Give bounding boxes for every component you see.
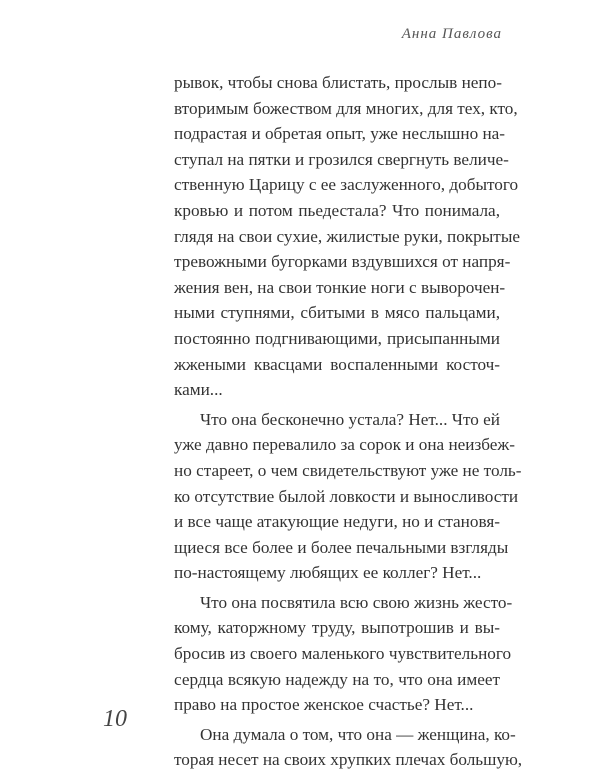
text-line: по-настоящему любящих ее коллег? Нет...: [174, 563, 482, 583]
text-line: Что она посвятила всю свою жизнь жесто-: [200, 592, 513, 612]
text-line: Что она бесконечно устала? Нет... Что ей: [200, 409, 500, 429]
text-line: жения вен, на свои тонкие ноги с выворочен-: [174, 277, 506, 297]
text-line: право на простое женское счастье? Нет...: [174, 695, 474, 715]
text-line: торая несет на своих хрупких плечах большую,: [174, 750, 523, 770]
text-line: постоянно подгнивающими, присыпанными: [174, 328, 500, 348]
text-line: ственную Царицу с ее заслуженного, добытого: [174, 175, 519, 195]
body-text: [174, 70, 523, 773]
page-number: 10: [103, 706, 127, 732]
text-line: жжеными квасцами воспаленными косточ-: [174, 354, 500, 374]
text-line: но стареет, о чем свидетельствуют уже не толь-: [174, 460, 522, 480]
text-line: ками...: [174, 380, 223, 400]
text-line: и все чаще атакующие недуги, но и становя-: [174, 512, 500, 532]
running-head-author: Анна Павлова: [401, 26, 502, 42]
text-line: рывок, чтобы снова блистать, прослыв непо-: [174, 73, 502, 92]
text-line: ными ступнями, сбитыми в мясо пальцами,: [174, 303, 500, 323]
text-line: щиеся все более и более печальными взгляды: [174, 537, 509, 557]
text-line: бросив из своего маленького чувствительного: [174, 644, 512, 664]
text-line: Она думала о том, что она — женщина, ко-: [200, 724, 516, 744]
text-line: ко отсутствие былой ловкости и выносливости: [174, 486, 519, 506]
text-line: вторимым божеством для многих, для тех, кто,: [174, 98, 518, 118]
text-line: кровью и потом пьедестала? Что понимала,: [174, 200, 500, 220]
text-line: глядя на свои сухие, жилистые руки, покрытые: [174, 226, 520, 246]
text-line: сердца всякую надежду на то, что она имеет: [174, 669, 500, 689]
text-line: ступал на пятки и грозился свергнуть величе-: [174, 149, 509, 169]
text-line: уже давно перевалило за сорок и она неизбеж-: [174, 435, 516, 455]
text-line: подрастая и обретая опыт, уже неслышно на-: [174, 124, 506, 144]
text-line: тревожными бугорками вздувшихся от напря-: [174, 252, 511, 272]
text-line: кому, каторжному труду, выпотрошив и вы-: [174, 618, 500, 638]
